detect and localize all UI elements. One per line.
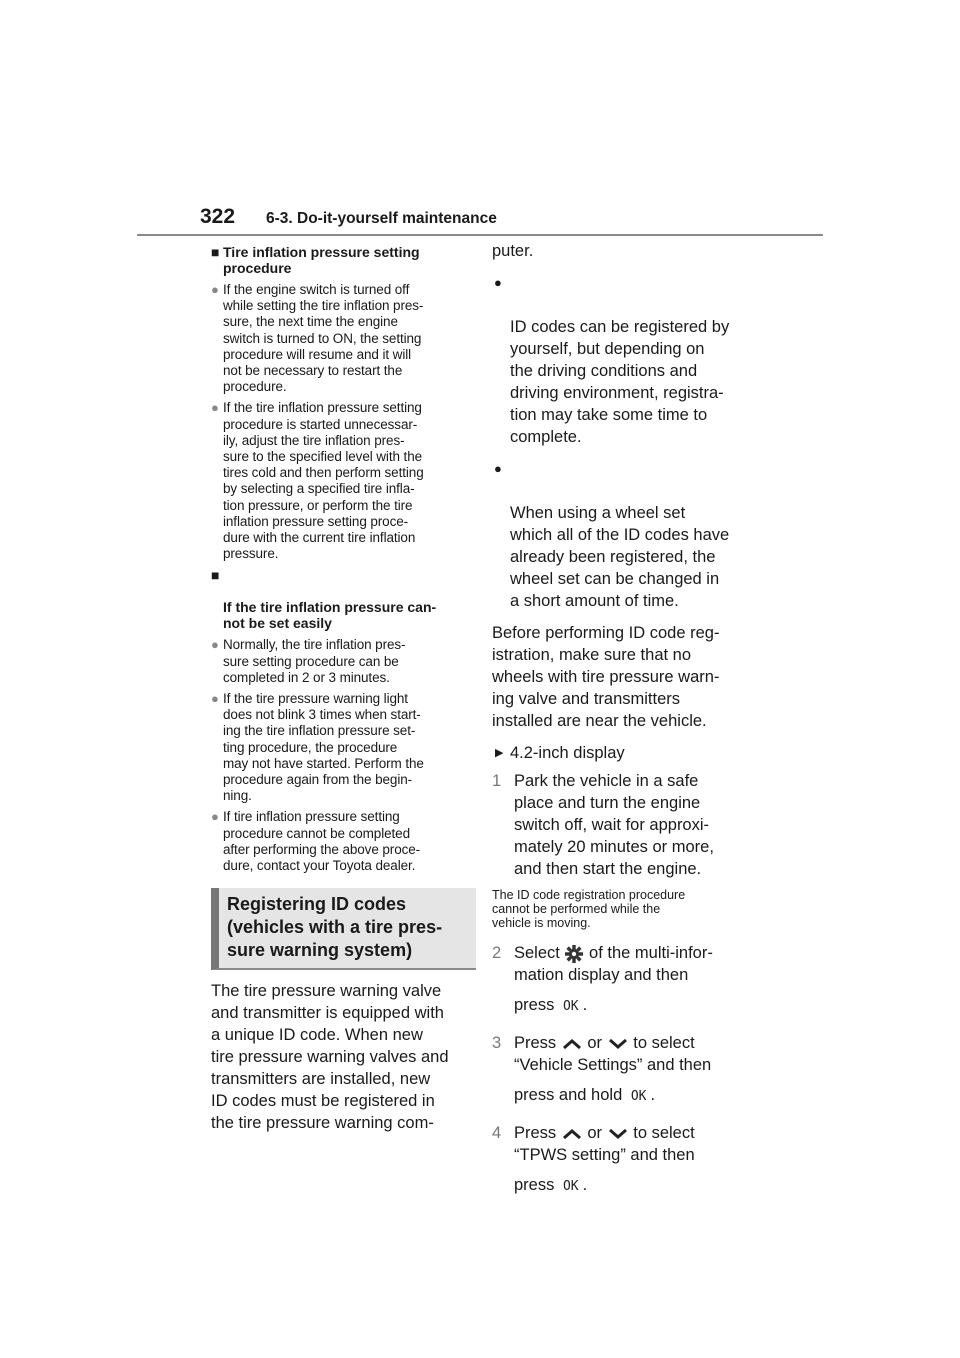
step-number: 1 [492, 772, 502, 790]
subheading-cannot-set: ■ If the tire inflation pressure can- not be set easily [211, 567, 437, 632]
note-item: ● If the tire pressure warning light does not blink 3 times when start- ing the tire inflation pressure set- ting procedure, the procedure may not have started. Perform the procedure again from the begin- ning. [211, 691, 424, 804]
gear-icon [564, 944, 584, 964]
step-4: 4 Press or to select “TPWS setting” and then press OK . [492, 1124, 695, 1194]
step-1: 1 Park the vehicle in a safe place and turn the engine switch off, wait for approxi- mately 20 minutes or more, and then start the engine. [492, 772, 714, 878]
chevron-up-icon [561, 1037, 583, 1051]
step-2: 2 Select of the multi-infor- mation display and then press OK . [492, 944, 713, 1014]
circle-bullet-icon: ● [494, 461, 502, 476]
square-bullet-icon: ■ [211, 244, 220, 260]
right-column [492, 240, 748, 1198]
step-number: 4 [492, 1124, 502, 1142]
body-continued: puter. [492, 242, 534, 260]
note-item: ● Normally, the tire inflation pres- sure setting procedure can be completed in 2 or 3 minutes. [211, 637, 406, 685]
page-header [200, 205, 824, 235]
chevron-up-icon [561, 1127, 583, 1141]
ok-button-label: OK [562, 999, 579, 1014]
body-paragraph: Before performing ID code reg- istration, make sure that no wheels with tire pressure warn- ing valve and transmitters installed are near the vehicle. [492, 624, 720, 730]
body-paragraph: The tire pressure warning valve and transmitter is equipped with a unique ID code. When new tire pressure warning valves and transmitters are installed, new ID codes must be registered in the tire pressure warning com- [211, 982, 449, 1133]
triangle-right-icon: ▶ [495, 747, 504, 759]
page-number: 322 [200, 205, 236, 228]
circle-bullet-icon: ● [211, 400, 219, 416]
ok-button-label: OK [630, 1089, 647, 1104]
note-item: ● If tire inflation pressure setting procedure cannot be completed after performing the above proce- dure, contact your Toyota dealer. [211, 809, 421, 874]
step-number: 2 [492, 944, 502, 962]
note-item: ● If the engine switch is turned off while setting the tire inflation pres- sure, the next time the engine switch is turned to ON, the setting procedure will resume and it will not be necessary to restart the procedure. [211, 282, 424, 395]
subheading-setting-procedure: ■ Tire inflation pressure setting procedure [211, 244, 420, 276]
display-type-label: ▶ 4.2-inch display [495, 744, 625, 762]
chevron-down-icon [607, 1127, 629, 1141]
circle-bullet-icon: ● [211, 691, 219, 707]
left-column [211, 244, 467, 1134]
bullet-item: ● When using a wheel set which all of the ID codes have already been registered, the wheel set can be changed in a short amount of time. [492, 458, 748, 612]
circle-bullet-icon: ● [211, 282, 219, 297]
step-3: 3 Press or to select “Vehicle Settings” and then press and hold OK . [492, 1034, 712, 1104]
bullet-item: ● ID codes can be registered by yourself, but depending on the driving conditions and driving environment, registra- tion may take some time to complete. [492, 272, 748, 448]
circle-bullet-icon: ● [211, 809, 219, 825]
chevron-down-icon [607, 1037, 629, 1051]
circle-bullet-icon: ● [494, 275, 502, 290]
section-heading-registering-id-codes: Registering ID codes (vehicles with a tire pres- sure warning system) [211, 888, 476, 970]
circle-bullet-icon: ● [211, 637, 219, 653]
square-bullet-icon: ■ [211, 567, 220, 584]
section-title: 6-3. Do-it-yourself maintenance [266, 210, 497, 227]
step-number: 3 [492, 1034, 502, 1052]
step-note: The ID code registration procedure cannot be performed while the vehicle is moving. [492, 888, 686, 930]
header-divider [137, 234, 823, 236]
note-item: ● If the tire inflation pressure setting procedure is started unnecessar- ily, adjust the tire inflation pres- sure to the specified level with the tires cold and then perform setting by selecting a specified tire infla- tion pressure, or perform the tire inflation pressure setting proce- dure with the current tire inflation pressure. [211, 400, 424, 562]
ok-button-label: OK [562, 1179, 579, 1194]
